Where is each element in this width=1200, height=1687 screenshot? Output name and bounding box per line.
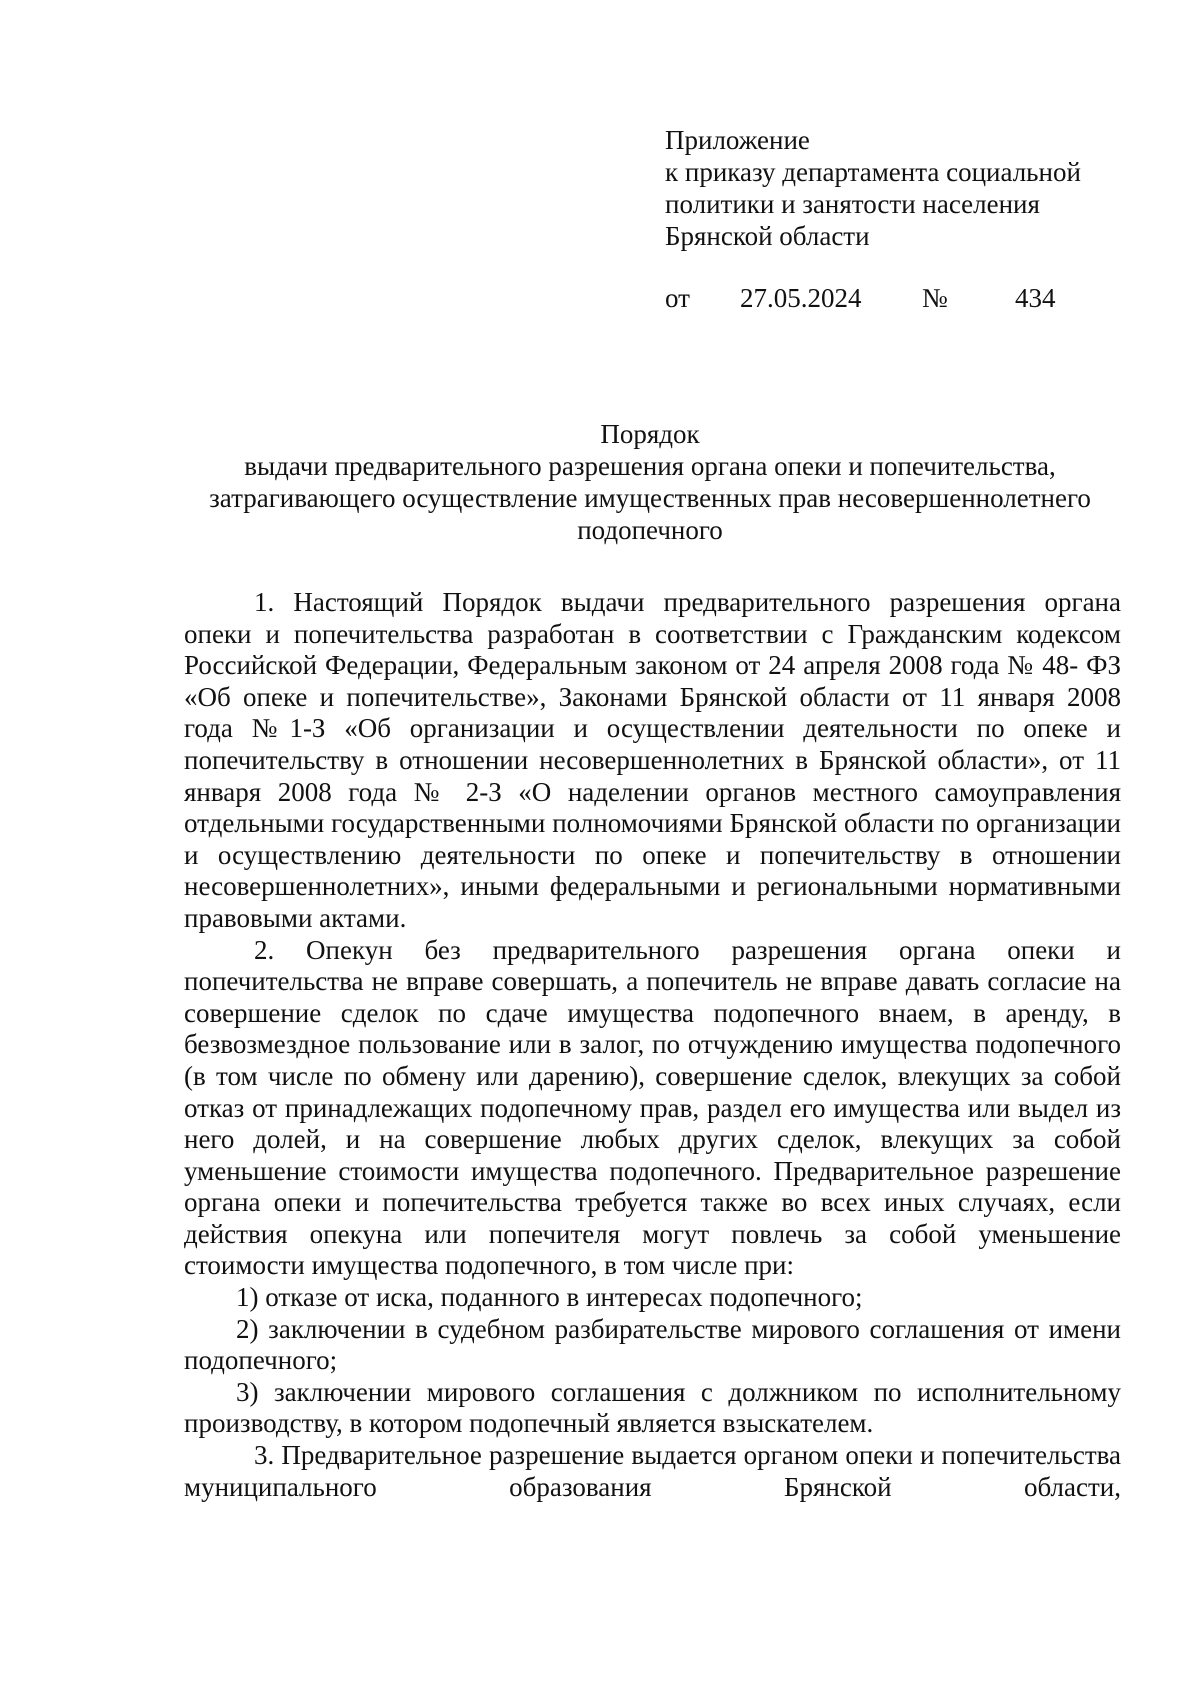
order-from-label: от xyxy=(665,283,690,313)
document-title xyxy=(180,418,1120,546)
paragraph: 1. Настоящий Порядок выдачи предварительного разрешения органа опеки и попечительства разработан в соответствии с Гражданским кодексом Российской Федерации, Федеральным законом от 24 апреля 2008 года № 48- ФЗ «Об опеке и попечительстве», Законами Брянской области от 11 января 2008 года №1-З «Об организации и осуществлении деятельности по опеке и попечительству в отношении несовершеннолетних в Брянской области», от 11 января 2008 года № 2-З «О наделении органов местного самоуправления отдельными государственными полномочиями Брянской области по организации и осуществлению деятельности по опеке и попечительству в отношении несовершеннолетних», иными федеральными и региональными нормативными правовыми актами. xyxy=(184,587,1121,933)
list-item: 1) отказе от иска, поданного в интересах подопечного; xyxy=(236,1282,863,1313)
paragraph: 2. Опекун без предварительного разрешения органа опеки и попечительства не вправе совершать, а попечитель не вправе давать согласие на совершение сделок по сдаче имущества подопечного внаем, в аренду, в безвозмездное пользование или в залог, по отчуждению имущества подопечного (в том числе по обмену или дарению), совершение сделок, влекущих за собой отказ от принадлежащих подопечному прав, раздел его имущества или выдел из него долей, и на совершение любых других сделок, влекущих за собой уменьшение стоимости имущества подопечного. Предварительное разрешение органа опеки и попечительства требуется также во всех иных случаях, если действия опекуна или попечителя могут повлечь за собой уменьшение стоимости имущества подопечного, в том числе при: xyxy=(184,934,1121,1281)
order-number: 434 xyxy=(1015,283,1056,313)
document-body xyxy=(184,587,1121,1503)
list-item: 2) заключении в судебном разбирательстве мирового соглашения от имени подопечного; xyxy=(184,1313,1121,1376)
title-line: подопечного xyxy=(577,515,723,545)
paragraph: 3. Предварительное разрешение выдается органом опеки и попечительства муниципального образования Брянской области, xyxy=(184,1440,1121,1502)
appendix-line: к приказу департамента социальной xyxy=(665,157,1081,187)
appendix-line: политики и занятости населения xyxy=(665,189,1040,219)
order-date: 27.05.2024 xyxy=(740,283,862,313)
order-reference xyxy=(665,282,1085,318)
list-item: 3) заключении мирового соглашения с должником по исполнительному производству, в котором подопечный является взыскателем. xyxy=(184,1376,1121,1439)
appendix-line: Брянской области xyxy=(665,221,870,251)
title-line: Порядок xyxy=(600,419,700,449)
appendix-header xyxy=(665,124,1135,252)
order-number-sign: № xyxy=(922,283,948,313)
title-line: выдачи предварительного разрешения органа опеки и попечительства, xyxy=(244,451,1056,481)
title-line: затрагивающего осуществление имущественных прав несовершеннолетнего xyxy=(209,483,1091,513)
appendix-line: Приложение xyxy=(665,125,810,155)
